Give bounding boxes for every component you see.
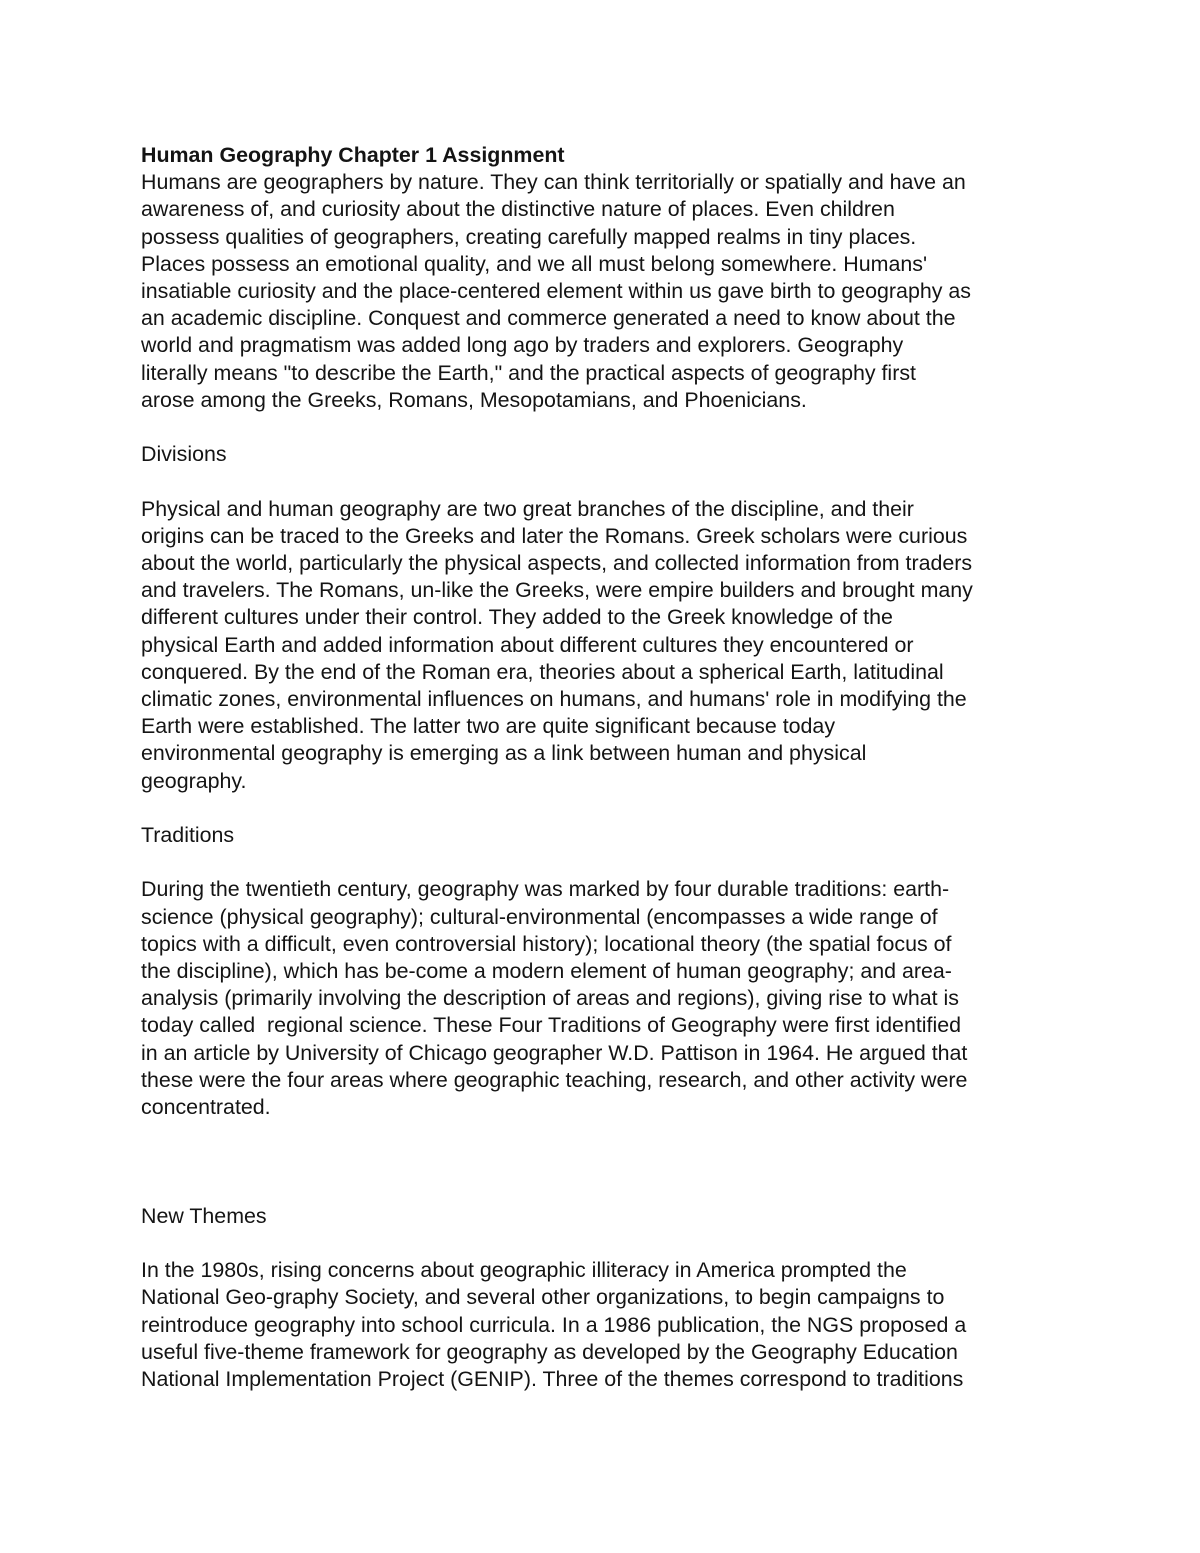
text-line: climatic zones, environmental influences on humans, and humans' role in modifying the bbox=[141, 687, 967, 712]
text-line: conquered. By the end of the Roman era, theories about a spherical Earth, latitudinal bbox=[141, 659, 944, 684]
text-line: National Geo-graphy Society, and several other organizations, to begin campaigns to bbox=[141, 1285, 945, 1310]
text-line: the discipline), which has be-come a modern element of human geography; and area- bbox=[141, 959, 952, 984]
section-heading-traditions: Traditions bbox=[141, 823, 235, 848]
text-line: During the twentieth century, geography was marked by four durable traditions: earth- bbox=[141, 877, 950, 902]
section-heading-divisions: Divisions bbox=[141, 442, 227, 467]
text-line: environmental geography is emerging as a link between human and physical bbox=[141, 741, 867, 766]
section-heading-new-themes: New Themes bbox=[141, 1203, 267, 1228]
text-line: physical Earth and added information about different cultures they encountered or bbox=[141, 632, 914, 657]
text-line: Earth were established. The latter two are quite significant because today bbox=[141, 714, 836, 739]
text-line: origins can be traced to the Greeks and later the Romans. Greek scholars were curious bbox=[141, 523, 968, 548]
text-line: science (physical geography); cultural-environmental (encompasses a wide range of bbox=[141, 904, 938, 929]
intro-paragraph bbox=[141, 169, 1081, 414]
text-line: topics with a difficult, even controversial history); locational theory (the spatial focus of bbox=[141, 931, 952, 956]
text-line: in an article by University of Chicago geographer W.D. Pattison in 1964. He argued that bbox=[141, 1040, 968, 1065]
text-line: useful five-theme framework for geography as developed by the Geography Education bbox=[141, 1339, 958, 1364]
divisions-paragraph bbox=[141, 496, 1081, 795]
text-line: different cultures under their control. They added to the Greek knowledge of the bbox=[141, 605, 893, 630]
text-line: arose among the Greeks, Romans, Mesopotamians, and Phoenicians. bbox=[141, 387, 807, 412]
text-line: an academic discipline. Conquest and commerce generated a need to know about the bbox=[141, 306, 956, 331]
traditions-paragraph bbox=[141, 876, 1081, 1121]
text-line: insatiable curiosity and the place-centered element within us gave birth to geography as bbox=[141, 279, 971, 304]
new-themes-paragraph bbox=[141, 1257, 1081, 1393]
document-body bbox=[141, 142, 1081, 1393]
text-line: today called regional science. These Four Traditions of Geography were first identified bbox=[141, 1013, 962, 1038]
text-line: possess qualities of geographers, creating carefully mapped realms in tiny places. bbox=[141, 224, 917, 249]
text-line: about the world, particularly the physical aspects, and collected information from traders bbox=[141, 551, 973, 576]
text-line: Places possess an emotional quality, and we all must belong somewhere. Humans' bbox=[141, 251, 928, 276]
text-line: concentrated. bbox=[141, 1095, 271, 1120]
text-line: literally means "to describe the Earth," and the practical aspects of geography first bbox=[141, 360, 916, 385]
text-line: Physical and human geography are two great branches of the discipline, and their bbox=[141, 496, 914, 521]
text-line: world and pragmatism was added long ago by traders and explorers. Geography bbox=[141, 333, 904, 358]
text-line: reintroduce geography into school curricula. In a 1986 publication, the NGS proposed a bbox=[141, 1312, 967, 1337]
text-line: Humans are geographers by nature. They can think territorially or spatially and have an bbox=[141, 170, 966, 195]
text-line: In the 1980s, rising concerns about geographic illiteracy in America prompted the bbox=[141, 1258, 907, 1283]
text-line: geography. bbox=[141, 768, 247, 793]
text-line: analysis (primarily involving the description of areas and regions), giving rise to what is bbox=[141, 986, 959, 1011]
text-line: and travelers. The Romans, un-like the Greeks, were empire builders and brought many bbox=[141, 578, 973, 603]
text-line: awareness of, and curiosity about the distinctive nature of places. Even children bbox=[141, 197, 895, 222]
text-line: National Implementation Project (GENIP). Three of the themes correspond to traditions bbox=[141, 1367, 964, 1392]
text-line: these were the four areas where geographic teaching, research, and other activity were bbox=[141, 1067, 968, 1092]
document-title: Human Geography Chapter 1 Assignment bbox=[141, 143, 565, 167]
